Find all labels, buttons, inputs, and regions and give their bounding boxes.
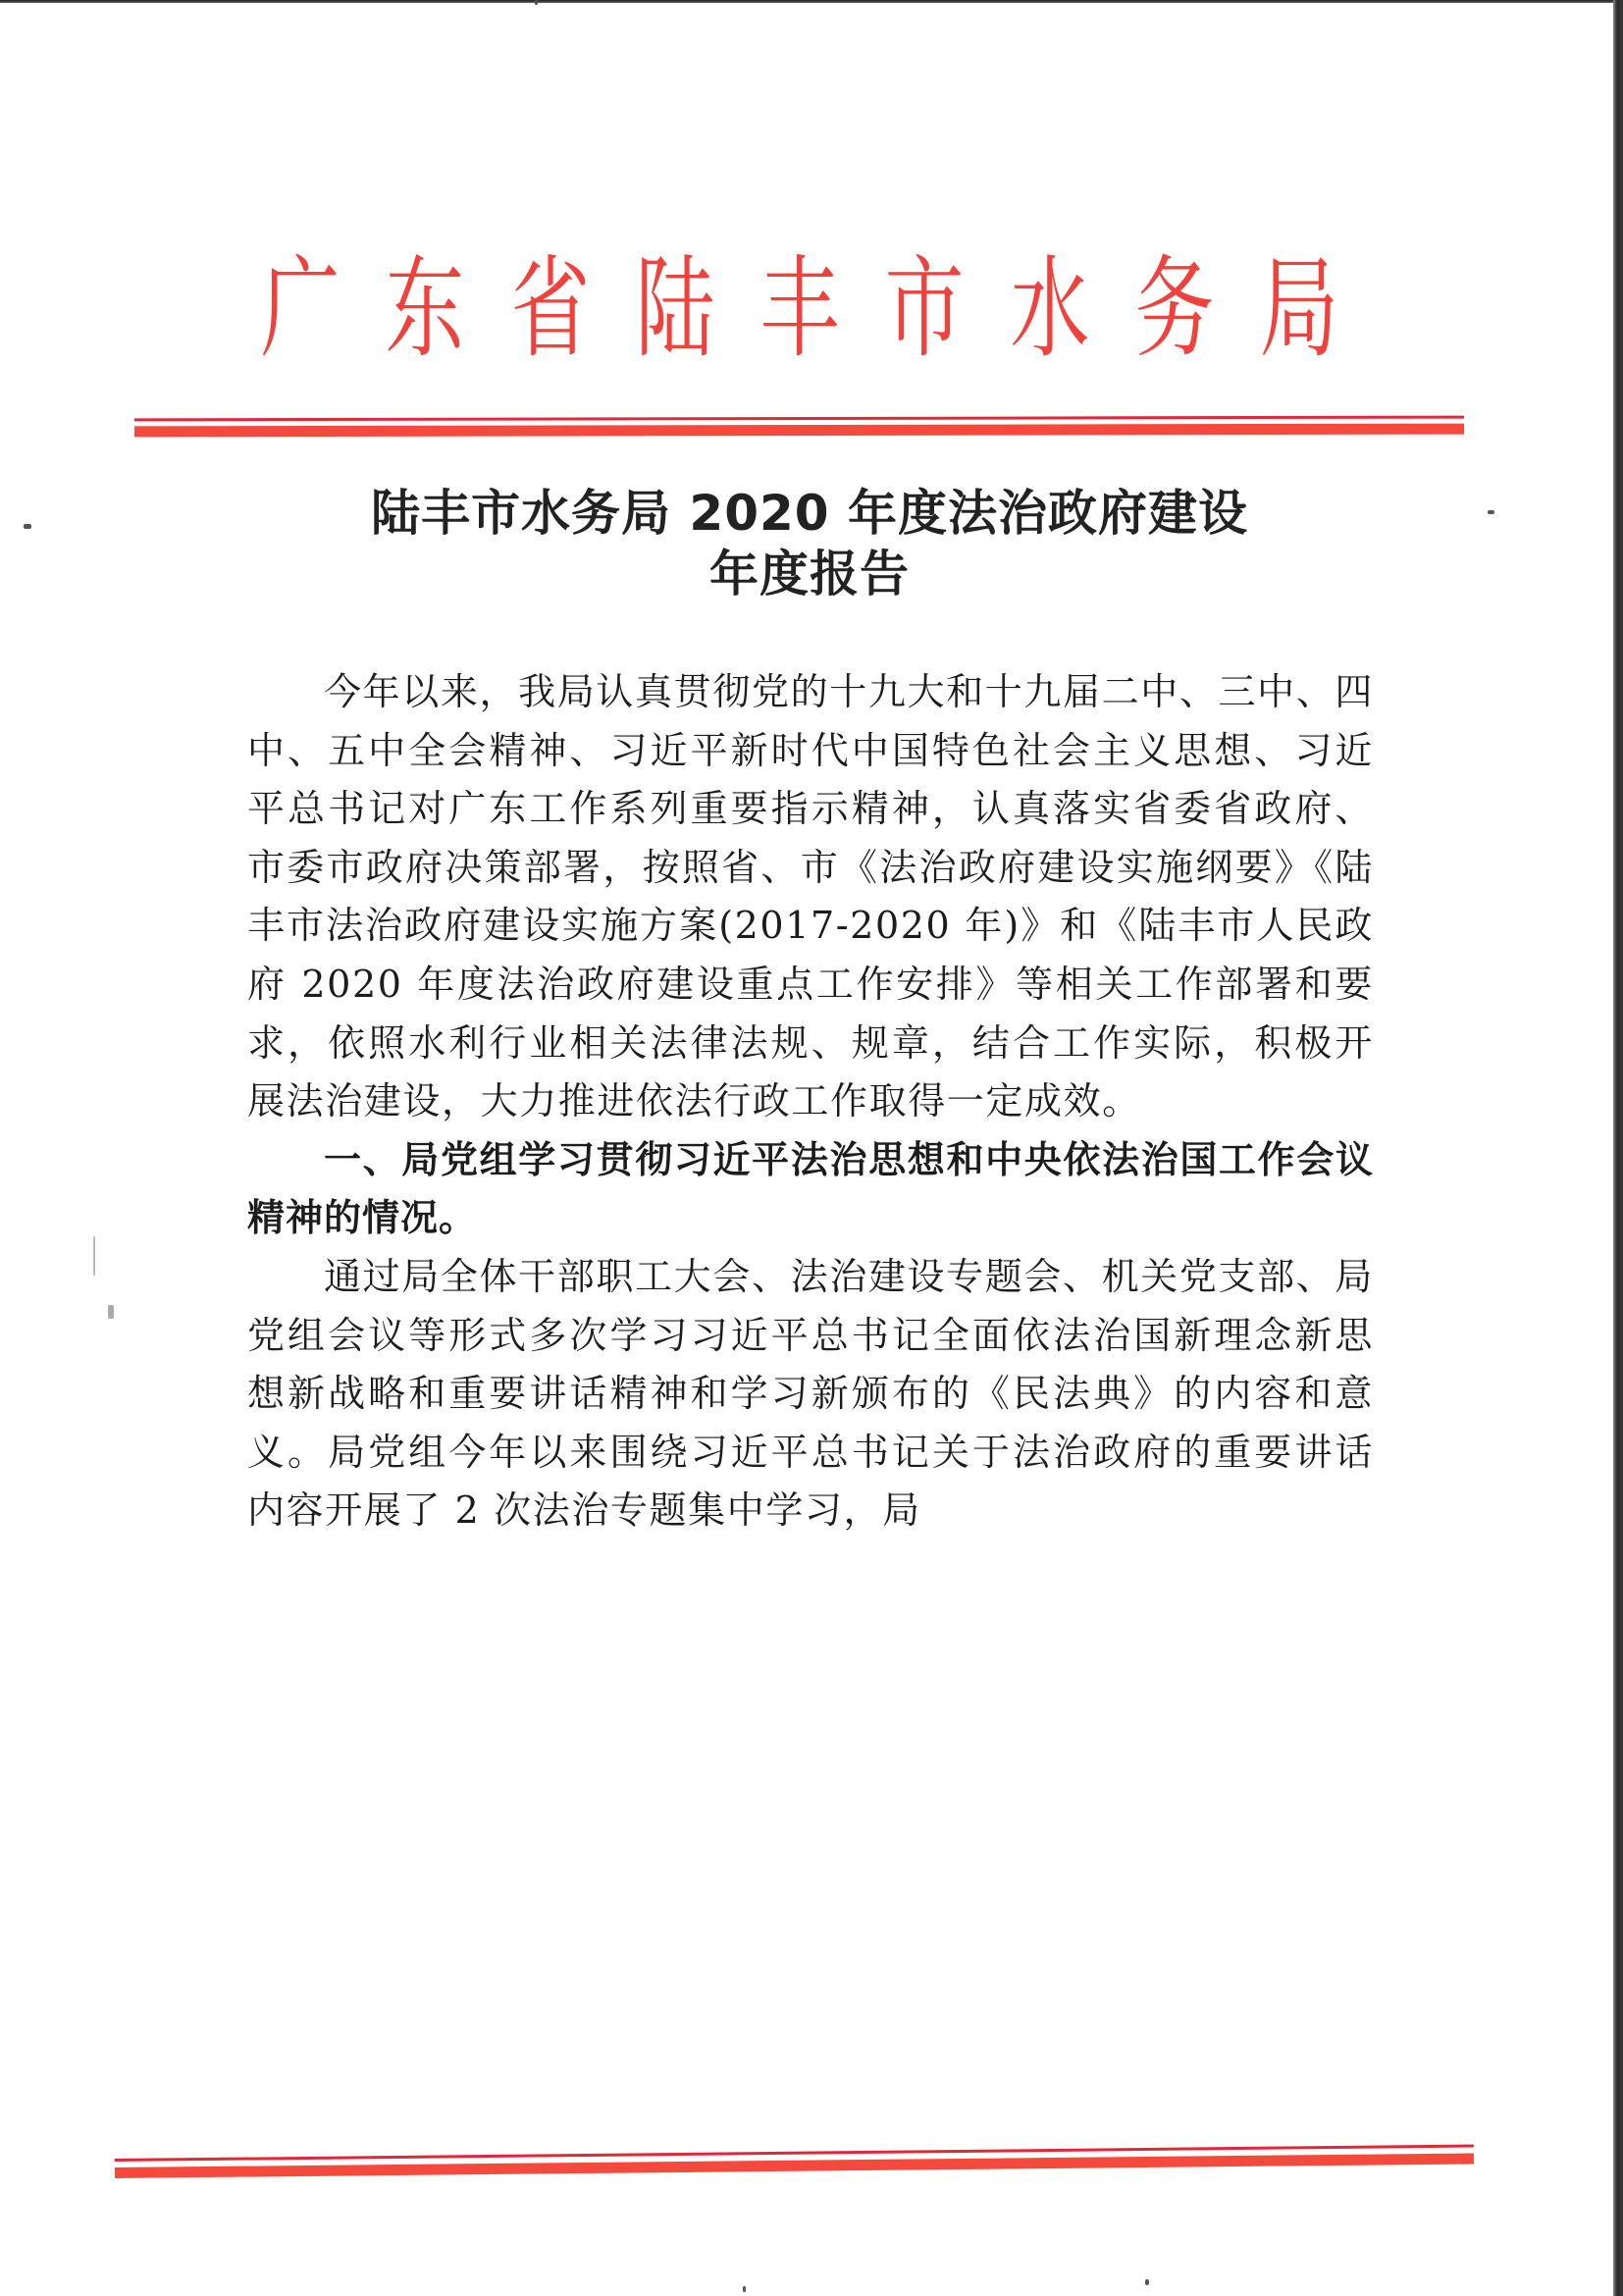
- title-line-1: 陆丰市水务局 2020 年度法治政府建设: [371, 485, 1248, 542]
- letterhead-char: 市: [884, 245, 965, 373]
- rule-thick-line: [134, 424, 1464, 438]
- footer-red-rule: [115, 2144, 1474, 2188]
- scan-speck: [535, 0, 538, 5]
- scan-edge-right: [1613, 0, 1623, 2296]
- letterhead-char: 东: [385, 245, 465, 373]
- letterhead-char: 局: [1259, 245, 1339, 373]
- letterhead-char: 丰: [759, 245, 840, 373]
- letterhead-char: 广: [260, 245, 340, 373]
- letterhead-agency-name: [245, 245, 1354, 373]
- scan-speck: [743, 2286, 746, 2292]
- scan-speck: [93, 1236, 95, 1276]
- scan-speck: [24, 524, 31, 529]
- letterhead-red-rule: [134, 416, 1464, 448]
- scan-speck: [1488, 510, 1494, 514]
- scan-speck: [1145, 2279, 1149, 2285]
- letterhead-char: 省: [510, 245, 590, 373]
- document-title: [196, 483, 1423, 604]
- letterhead-char: 务: [1134, 245, 1215, 373]
- body-paragraph-section-1: 通过局全体干部职工大会、法治建设专题会、机关党支部、局党组会议等形式多次学习习近平总书记全面依法治国新理念新思想新战略和重要讲话精神和学习新颁布的《民法典》的内容和意义。局党组今年以来围绕习近平总书记关于法治政府的重要讲话内容开展了 2 次法治专题集中学习，局: [247, 1254, 1374, 1533]
- body-paragraph-intro: 今年以来，我局认真贯彻党的十九大和十九届二中、三中、四中、五中全会精神、习近平新时代中国特色社会主义思想、习近平总书记对广东工作系列重要指示精神，认真落实省委省政府、市委市政府决策部署，按照省、市《法治政府建设实施纲要》《陆丰市法治政府建设实施方案(2017-2020 年)》和《陆丰市人民政府 2020 年度法治政府建设重点工作安排》等相关工作部署和要求，依照水利行业相关法律法规、规章，结合工作实际，积极开展法治建设，大力推进依法行政工作取得一定成效。: [247, 670, 1374, 1123]
- scan-edge-top: [0, 0, 1623, 3]
- scan-speck: [108, 1305, 114, 1319]
- document-body: [247, 663, 1374, 1540]
- section-heading-1: 一、局党组学习贯彻习近平法治思想和中央依法治国工作会议精神的情况。: [247, 1137, 1374, 1240]
- letterhead-char: 水: [1010, 245, 1089, 373]
- title-line-2: 年度报告: [709, 546, 910, 602]
- rule-thin-line: [134, 416, 1464, 422]
- letterhead-char: 陆: [635, 245, 715, 373]
